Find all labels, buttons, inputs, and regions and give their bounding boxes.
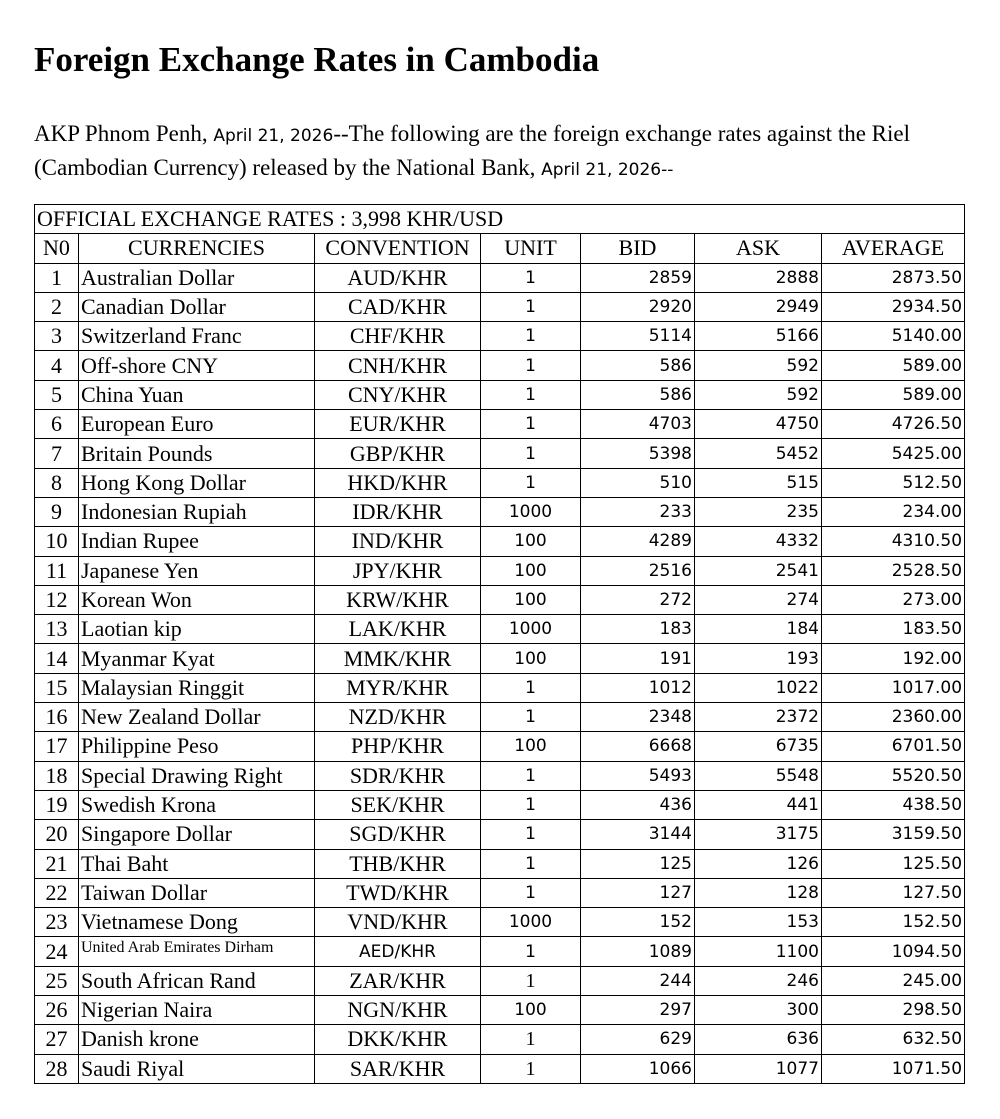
ask-cell: 193 xyxy=(695,644,822,673)
average-cell: 2873.50 xyxy=(822,263,965,292)
header-convention: CONVENTION xyxy=(315,234,481,263)
row-number-cell: 2 xyxy=(35,292,79,321)
currency-name-cell: Singapore Dollar xyxy=(79,820,315,849)
convention-cell: SDR/KHR xyxy=(315,761,481,790)
table-row xyxy=(35,585,965,614)
currency-name-cell: Swedish Krona xyxy=(79,790,315,819)
table-row xyxy=(35,322,965,351)
unit-cell: 1 xyxy=(481,937,581,966)
table-row xyxy=(35,410,965,439)
ask-cell: 2372 xyxy=(695,703,822,732)
currency-name-cell: South African Rand xyxy=(79,966,315,995)
row-number-cell: 15 xyxy=(35,673,79,702)
average-cell: 192.00 xyxy=(822,644,965,673)
bid-cell: 6668 xyxy=(581,732,695,761)
header-bid: BID xyxy=(581,234,695,263)
convention-cell: MYR/KHR xyxy=(315,673,481,702)
currency-name-cell: Nigerian Naira xyxy=(79,996,315,1025)
unit-cell: 1 xyxy=(481,703,581,732)
average-cell: 245.00 xyxy=(822,966,965,995)
ask-cell: 515 xyxy=(695,468,822,497)
row-number-cell: 18 xyxy=(35,761,79,790)
bid-cell: 3144 xyxy=(581,820,695,849)
unit-cell: 1 xyxy=(481,1025,581,1054)
convention-cell: THB/KHR xyxy=(315,849,481,878)
row-number-cell: 8 xyxy=(35,468,79,497)
ask-cell: 184 xyxy=(695,615,822,644)
unit-cell: 1 xyxy=(481,351,581,380)
bid-cell: 586 xyxy=(581,380,695,409)
currency-name-cell: European Euro xyxy=(79,410,315,439)
bid-cell: 2920 xyxy=(581,292,695,321)
row-number-cell: 20 xyxy=(35,820,79,849)
bid-cell: 5114 xyxy=(581,322,695,351)
ask-cell: 592 xyxy=(695,351,822,380)
convention-cell: CNY/KHR xyxy=(315,380,481,409)
average-cell: 6701.50 xyxy=(822,732,965,761)
header-average: AVERAGE xyxy=(822,234,965,263)
table-row xyxy=(35,703,965,732)
ask-cell: 5452 xyxy=(695,439,822,468)
average-cell: 438.50 xyxy=(822,790,965,819)
unit-cell: 1 xyxy=(481,263,581,292)
table-row xyxy=(35,439,965,468)
table-row xyxy=(35,1054,965,1083)
currency-name-cell: Australian Dollar xyxy=(79,263,315,292)
row-number-cell: 21 xyxy=(35,849,79,878)
row-number-cell: 24 xyxy=(35,937,79,966)
unit-cell: 1 xyxy=(481,966,581,995)
bid-cell: 127 xyxy=(581,878,695,907)
bid-cell: 233 xyxy=(581,497,695,526)
average-cell: 2528.50 xyxy=(822,556,965,585)
average-cell: 1071.50 xyxy=(822,1054,965,1083)
ask-cell: 128 xyxy=(695,878,822,907)
exchange-rates-table xyxy=(34,204,965,1084)
ask-cell: 126 xyxy=(695,849,822,878)
average-cell: 589.00 xyxy=(822,380,965,409)
average-cell: 298.50 xyxy=(822,996,965,1025)
unit-cell: 100 xyxy=(481,996,581,1025)
bid-cell: 2859 xyxy=(581,263,695,292)
table-row xyxy=(35,878,965,907)
bid-cell: 4703 xyxy=(581,410,695,439)
row-number-cell: 22 xyxy=(35,878,79,907)
table-row xyxy=(35,615,965,644)
ask-cell: 2541 xyxy=(695,556,822,585)
table-row xyxy=(35,966,965,995)
unit-cell: 100 xyxy=(481,644,581,673)
table-row xyxy=(35,790,965,819)
unit-cell: 100 xyxy=(481,556,581,585)
header-currencies: CURRENCIES xyxy=(79,234,315,263)
convention-cell: IDR/KHR xyxy=(315,497,481,526)
ask-cell: 441 xyxy=(695,790,822,819)
average-cell: 512.50 xyxy=(822,468,965,497)
row-number-cell: 23 xyxy=(35,908,79,937)
convention-cell: CNH/KHR xyxy=(315,351,481,380)
row-number-cell: 12 xyxy=(35,585,79,614)
bid-cell: 152 xyxy=(581,908,695,937)
unit-cell: 1 xyxy=(481,790,581,819)
unit-cell: 1 xyxy=(481,468,581,497)
currency-name-cell: Philippine Peso xyxy=(79,732,315,761)
intro-paragraph xyxy=(34,118,974,186)
row-number-cell: 19 xyxy=(35,790,79,819)
ask-cell: 274 xyxy=(695,585,822,614)
ask-cell: 300 xyxy=(695,996,822,1025)
ask-cell: 153 xyxy=(695,908,822,937)
average-cell: 234.00 xyxy=(822,497,965,526)
table-row xyxy=(35,351,965,380)
bid-cell: 244 xyxy=(581,966,695,995)
unit-cell: 100 xyxy=(481,585,581,614)
header-ask: ASK xyxy=(695,234,822,263)
bid-cell: 125 xyxy=(581,849,695,878)
table-row xyxy=(35,556,965,585)
average-cell: 2934.50 xyxy=(822,292,965,321)
ask-cell: 5548 xyxy=(695,761,822,790)
row-number-cell: 10 xyxy=(35,527,79,556)
currency-name-cell: Canadian Dollar xyxy=(79,292,315,321)
currency-name-cell: Indian Rupee xyxy=(79,527,315,556)
convention-cell: DKK/KHR xyxy=(315,1025,481,1054)
currency-name-cell: Taiwan Dollar xyxy=(79,878,315,907)
average-cell: 5425.00 xyxy=(822,439,965,468)
currency-name-cell: United Arab Emirates Dirham xyxy=(79,937,315,966)
row-number-cell: 16 xyxy=(35,703,79,732)
currency-name-cell: Vietnamese Dong xyxy=(79,908,315,937)
average-cell: 152.50 xyxy=(822,908,965,937)
unit-cell: 1 xyxy=(481,673,581,702)
convention-cell: NGN/KHR xyxy=(315,996,481,1025)
table-row xyxy=(35,908,965,937)
row-number-cell: 5 xyxy=(35,380,79,409)
table-row xyxy=(35,263,965,292)
table-row xyxy=(35,468,965,497)
intro-release-date: April 21, 2026-- xyxy=(541,160,674,180)
unit-cell: 1 xyxy=(481,761,581,790)
table-row xyxy=(35,497,965,526)
row-number-cell: 1 xyxy=(35,263,79,292)
average-cell: 273.00 xyxy=(822,585,965,614)
bid-cell: 629 xyxy=(581,1025,695,1054)
official-rate-row xyxy=(35,205,965,234)
convention-cell: SAR/KHR xyxy=(315,1054,481,1083)
intro-date: April 21, 2026 xyxy=(213,126,334,146)
row-number-cell: 17 xyxy=(35,732,79,761)
average-cell: 4310.50 xyxy=(822,527,965,556)
unit-cell: 1 xyxy=(481,292,581,321)
unit-cell: 100 xyxy=(481,732,581,761)
bid-cell: 586 xyxy=(581,351,695,380)
row-number-cell: 4 xyxy=(35,351,79,380)
currency-name-cell: Myanmar Kyat xyxy=(79,644,315,673)
convention-cell: AED/KHR xyxy=(315,937,481,966)
unit-cell: 1 xyxy=(481,410,581,439)
ask-cell: 246 xyxy=(695,966,822,995)
convention-cell: IND/KHR xyxy=(315,527,481,556)
ask-cell: 5166 xyxy=(695,322,822,351)
page-title: Foreign Exchange Rates in Cambodia xyxy=(34,40,600,79)
row-number-cell: 11 xyxy=(35,556,79,585)
ask-cell: 1077 xyxy=(695,1054,822,1083)
table-row xyxy=(35,732,965,761)
row-number-cell: 9 xyxy=(35,497,79,526)
ask-cell: 2888 xyxy=(695,263,822,292)
currency-name-cell: Japanese Yen xyxy=(79,556,315,585)
convention-cell: GBP/KHR xyxy=(315,439,481,468)
table-row xyxy=(35,849,965,878)
convention-cell: TWD/KHR xyxy=(315,878,481,907)
convention-cell: LAK/KHR xyxy=(315,615,481,644)
currency-name-cell: New Zealand Dollar xyxy=(79,703,315,732)
currency-name-cell: Indonesian Rupiah xyxy=(79,497,315,526)
ask-cell: 3175 xyxy=(695,820,822,849)
currency-name-cell: Korean Won xyxy=(79,585,315,614)
convention-cell: PHP/KHR xyxy=(315,732,481,761)
table-row xyxy=(35,761,965,790)
bid-cell: 183 xyxy=(581,615,695,644)
average-cell: 1017.00 xyxy=(822,673,965,702)
header-unit: UNIT xyxy=(481,234,581,263)
average-cell: 589.00 xyxy=(822,351,965,380)
unit-cell: 1000 xyxy=(481,908,581,937)
row-number-cell: 26 xyxy=(35,996,79,1025)
convention-cell: ZAR/KHR xyxy=(315,966,481,995)
table-header-row xyxy=(35,234,965,263)
bid-cell: 2348 xyxy=(581,703,695,732)
bid-cell: 436 xyxy=(581,790,695,819)
ask-cell: 4750 xyxy=(695,410,822,439)
unit-cell: 100 xyxy=(481,527,581,556)
table-row xyxy=(35,1025,965,1054)
unit-cell: 1 xyxy=(481,322,581,351)
bid-cell: 4289 xyxy=(581,527,695,556)
unit-cell: 1 xyxy=(481,380,581,409)
row-number-cell: 25 xyxy=(35,966,79,995)
average-cell: 3159.50 xyxy=(822,820,965,849)
average-cell: 1094.50 xyxy=(822,937,965,966)
convention-cell: EUR/KHR xyxy=(315,410,481,439)
table-row xyxy=(35,527,965,556)
bid-cell: 272 xyxy=(581,585,695,614)
header-no: N0 xyxy=(35,234,79,263)
table-row xyxy=(35,820,965,849)
convention-cell: CHF/KHR xyxy=(315,322,481,351)
unit-cell: 1000 xyxy=(481,497,581,526)
ask-cell: 235 xyxy=(695,497,822,526)
currency-name-cell: Malaysian Ringgit xyxy=(79,673,315,702)
row-number-cell: 27 xyxy=(35,1025,79,1054)
average-cell: 127.50 xyxy=(822,878,965,907)
convention-cell: KRW/KHR xyxy=(315,585,481,614)
currency-name-cell: Off-shore CNY xyxy=(79,351,315,380)
bid-cell: 2516 xyxy=(581,556,695,585)
table-row xyxy=(35,292,965,321)
convention-cell: JPY/KHR xyxy=(315,556,481,585)
currency-name-cell: Switzerland Franc xyxy=(79,322,315,351)
bid-cell: 5398 xyxy=(581,439,695,468)
table-row xyxy=(35,380,965,409)
average-cell: 5520.50 xyxy=(822,761,965,790)
convention-cell: HKD/KHR xyxy=(315,468,481,497)
official-rate-text: OFFICIAL EXCHANGE RATES : 3,998 KHR/USD xyxy=(35,205,965,234)
unit-cell: 1000 xyxy=(481,615,581,644)
row-number-cell: 13 xyxy=(35,615,79,644)
ask-cell: 1022 xyxy=(695,673,822,702)
row-number-cell: 7 xyxy=(35,439,79,468)
average-cell: 125.50 xyxy=(822,849,965,878)
convention-cell: NZD/KHR xyxy=(315,703,481,732)
intro-text-middle: --The following are the foreign exchange rates against the Riel (Cambodian Currency) released by the National Bank, xyxy=(34,121,910,180)
average-cell: 632.50 xyxy=(822,1025,965,1054)
currency-name-cell: China Yuan xyxy=(79,380,315,409)
convention-cell: VND/KHR xyxy=(315,908,481,937)
ask-cell: 592 xyxy=(695,380,822,409)
intro-text-start: AKP Phnom Penh, xyxy=(34,121,214,146)
unit-cell: 1 xyxy=(481,1054,581,1083)
average-cell: 5140.00 xyxy=(822,322,965,351)
convention-cell: AUD/KHR xyxy=(315,263,481,292)
ask-cell: 636 xyxy=(695,1025,822,1054)
table-row xyxy=(35,644,965,673)
currency-name-cell: Thai Baht xyxy=(79,849,315,878)
convention-cell: MMK/KHR xyxy=(315,644,481,673)
currency-name-cell: Saudi Riyal xyxy=(79,1054,315,1083)
unit-cell: 1 xyxy=(481,878,581,907)
bid-cell: 297 xyxy=(581,996,695,1025)
bid-cell: 1089 xyxy=(581,937,695,966)
average-cell: 2360.00 xyxy=(822,703,965,732)
currency-name-cell: Hong Kong Dollar xyxy=(79,468,315,497)
bid-cell: 5493 xyxy=(581,761,695,790)
ask-cell: 2949 xyxy=(695,292,822,321)
bid-cell: 1066 xyxy=(581,1054,695,1083)
table-row xyxy=(35,673,965,702)
convention-cell: SEK/KHR xyxy=(315,790,481,819)
currency-name-cell: Special Drawing Right xyxy=(79,761,315,790)
row-number-cell: 14 xyxy=(35,644,79,673)
ask-cell: 1100 xyxy=(695,937,822,966)
currency-name-cell: Britain Pounds xyxy=(79,439,315,468)
bid-cell: 191 xyxy=(581,644,695,673)
unit-cell: 1 xyxy=(481,820,581,849)
convention-cell: CAD/KHR xyxy=(315,292,481,321)
bid-cell: 1012 xyxy=(581,673,695,702)
ask-cell: 4332 xyxy=(695,527,822,556)
unit-cell: 1 xyxy=(481,849,581,878)
table-row xyxy=(35,996,965,1025)
row-number-cell: 28 xyxy=(35,1054,79,1083)
currency-name-cell: Laotian kip xyxy=(79,615,315,644)
ask-cell: 6735 xyxy=(695,732,822,761)
unit-cell: 1 xyxy=(481,439,581,468)
average-cell: 4726.50 xyxy=(822,410,965,439)
average-cell: 183.50 xyxy=(822,615,965,644)
currency-name-cell: Danish krone xyxy=(79,1025,315,1054)
row-number-cell: 3 xyxy=(35,322,79,351)
bid-cell: 510 xyxy=(581,468,695,497)
convention-cell: SGD/KHR xyxy=(315,820,481,849)
row-number-cell: 6 xyxy=(35,410,79,439)
table-row xyxy=(35,937,965,966)
